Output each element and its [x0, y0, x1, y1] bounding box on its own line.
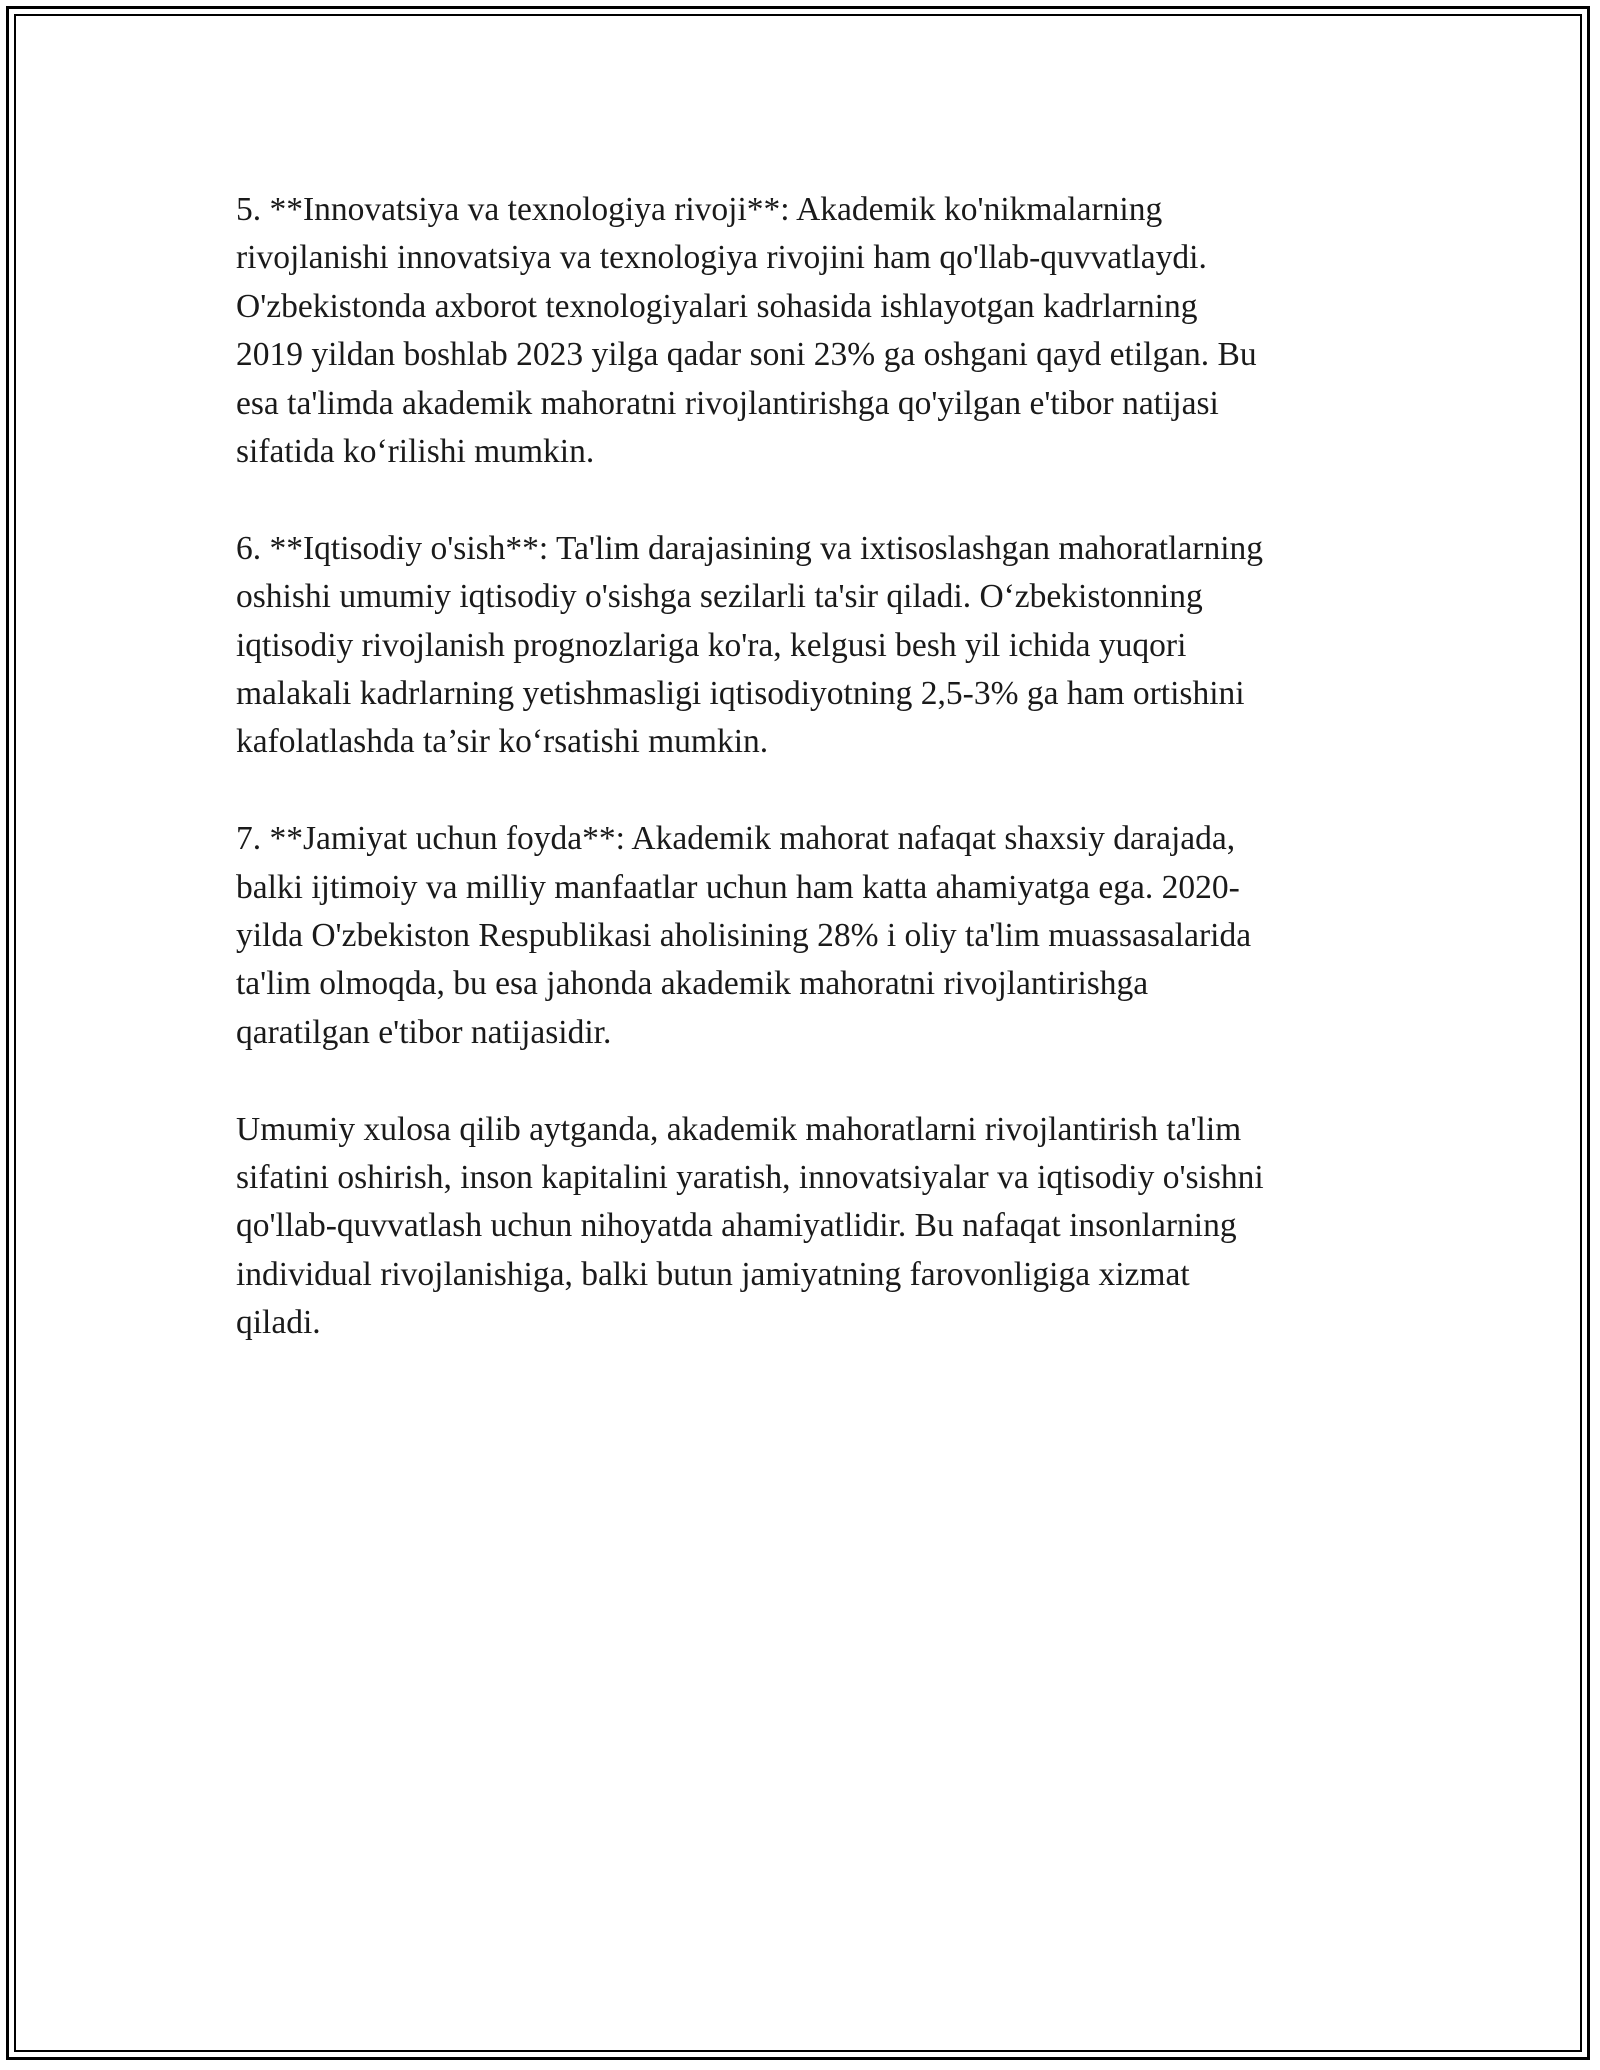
paragraph-conclusion: Umumiy xulosa qilib aytganda, akademik mahoratlarni rivojlantirish ta'lim sifatini oshirish, inson kapitalini yaratish, innovatsiyalar va iqtisodiy o'sishni qo'llab-quvvatlash uchun nihoyatda ahamiyatlidir. Bu nafaqat insonlarning individual rivojlanishiga, balki butun jamiyatning farovonligiga xizmat qiladi.: [236, 1110, 1264, 1342]
document-body: [236, 186, 1376, 1396]
paragraph-economic-growth: 6. **Iqtisodiy o'sish**: Ta'lim darajasining va ixtisoslashgan mahoratlarning oshishi umumiy iqtisodiy o'sishga sezilarli ta'sir qiladi. Oʻzbekistonning iqtisodiy rivojlanish prognozlariga ko'ra, kelgusi besh yil ichida yuqori malakali kadrlarning yetishmasligi iqtisodiyotning 2,5-3% ga ham ortishini kafolatlashda ta’sir koʻrsatishi mumkin.: [236, 529, 1264, 761]
paragraph-innovation: 5. **Innovatsiya va texnologiya rivoji**: Akademik ko'nikmalarning rivojlanishi innovatsiya va texnologiya rivojini ham qo'llab-quvvatlaydi. O'zbekistonda axborot texnologiyalari sohasida ishlayotgan kadrlarning 2019 yildan boshlab 2023 yilga qadar soni 23% ga oshgani qayd etilgan. Bu esa ta'limda akademik mahoratni rivojlantirishga qo'yilgan e'tibor natijasi sifatida koʻrilishi mumkin.: [236, 191, 1257, 471]
paragraph-society-benefit: 7. **Jamiyat uchun foyda**: Akademik mahorat nafaqat shaxsiy darajada, balki ijtimoiy va milliy manfaatlar uchun ham katta ahamiyatga ega. 2020- yilda O'zbekiston Respublikasi aholisining 28% i oliy ta'lim muassasalarida ta'lim olmoqda, bu esa jahonda akademik mahoratni rivojlantirishga qaratilgan e'tibor natijasidir.: [236, 820, 1252, 1051]
